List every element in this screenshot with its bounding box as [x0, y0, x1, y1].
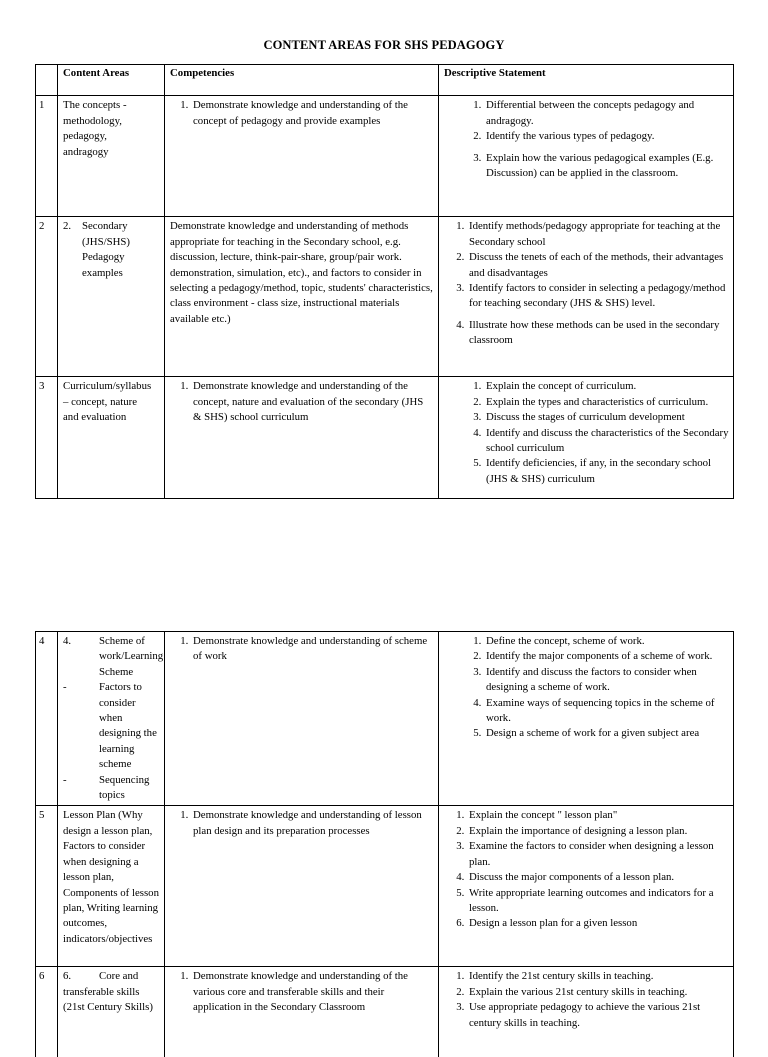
list-item: 2. Explain the various 21st century skills in teaching. [467, 985, 729, 1000]
list-item: 2. Identify the major components of a scheme of work. [484, 649, 729, 664]
list-item: 2. Explain the types and characteristics of curriculum. [484, 395, 729, 410]
table-row [36, 377, 734, 499]
table-row [36, 806, 734, 967]
descriptive-statement-cell [439, 967, 734, 1057]
competencies-cell [165, 967, 439, 1057]
descriptive-statement-cell [439, 217, 734, 377]
content-area-cell: 4. Scheme of work/Learning Scheme - Factors to consider when designing the learning scheme - Sequencing topics [58, 632, 165, 806]
content-areas-table-part-2 [35, 631, 734, 1057]
content-area-cell: Lesson Plan (Why design a lesson plan, Factors to consider when designing a lesson plan, Components of lesson plan, Writing learning outcomes, indicators/objectives [58, 806, 165, 967]
list-item: 4. Discuss the major components of a lesson plan. [467, 870, 729, 885]
list-item: 2. Discuss the tenets of each of the methods, their advantages and disadvantages [467, 250, 729, 281]
row-number: 2 [36, 217, 58, 377]
competencies-cell: Demonstrate knowledge and understanding of methods appropriate for teaching in the Secondary school, e.g. discussion, lecture, think-pair-share, group/pair work. demonstration, simulation, etc)., and factors to consider in selecting a pedagogy/method, topic, students' characteristics, class environment - class size, instructional materials available etc.) [165, 217, 439, 377]
header-descriptive-statement: Descriptive Statement [439, 65, 734, 96]
list-item: 3. Discuss the stages of curriculum development [484, 410, 729, 425]
list-item: 1. Define the concept, scheme of work. [484, 634, 729, 649]
list-item: 5. Identify deficiencies, if any, in the secondary school (JHS & SHS) curriculum [484, 456, 729, 487]
content-area-cell: Curriculum/syllabus – concept, nature and evaluation [58, 377, 165, 499]
list-item: 1. Demonstrate knowledge and understanding of the various core and transferable skills and their application in the Secondary Classroom [191, 969, 434, 1015]
document-title: CONTENT AREAS FOR SHS PEDAGOGY [263, 38, 505, 52]
descriptive-statement-cell [439, 806, 734, 967]
content-area-cell: 2. Secondary (JHS/SHS) Pedagogy examples [58, 217, 165, 377]
table-row [36, 632, 734, 806]
list-item: 1. Differential between the concepts pedagogy and andragogy. [484, 98, 729, 129]
header-content-areas: Content Areas [58, 65, 165, 96]
list-item: 4. Identify and discuss the characteristics of the Secondary school curriculum [484, 426, 729, 457]
list-item: 4. Examine ways of sequencing topics in the scheme of work. [484, 696, 729, 727]
row-number: 4 [36, 632, 58, 806]
content-area-cell: 6. Core and transferable skills (21st Century Skills) [58, 967, 165, 1057]
list-item: 1. Identify methods/pedagogy appropriate for teaching at the Secondary school [467, 219, 729, 250]
list-item: 1. Explain the concept of curriculum. [484, 379, 729, 394]
competencies-cell [165, 806, 439, 967]
list-item: 1. Demonstrate knowledge and understanding of lesson plan design and its preparation processes [191, 808, 434, 839]
list-item: 1. Explain the concept " lesson plan" [467, 808, 729, 823]
row-number: 6 [36, 967, 58, 1057]
list-item: 1. Demonstrate knowledge and understanding of the concept, nature and evaluation of the secondary (JHS & SHS) school curriculum [191, 379, 434, 425]
list-item: 3. Use appropriate pedagogy to achieve the various 21st century skills in teaching. [467, 1000, 729, 1031]
list-item: 3. Identify factors to consider in selecting a pedagogy/method for teaching secondary (JHS & SHS) level. [467, 281, 729, 312]
descriptive-statement-cell [439, 96, 734, 217]
list-item: 3. Identify and discuss the factors to consider when designing a scheme of work. [484, 665, 729, 696]
list-item: 1. Demonstrate knowledge and understanding of the concept of pedagogy and provide examples [191, 98, 434, 129]
competencies-cell [165, 377, 439, 499]
content-area-cell: The concepts - methodology, pedagogy, andragogy [58, 96, 165, 217]
descriptive-statement-cell [439, 377, 734, 499]
table-header-row [36, 65, 734, 96]
table-row [36, 217, 734, 377]
list-item: 2. Explain the importance of designing a lesson plan. [467, 824, 729, 839]
table-row [36, 967, 734, 1057]
list-item: 4. Illustrate how these methods can be used in the secondary classroom [467, 318, 729, 349]
header-competencies: Competencies [165, 65, 439, 96]
descriptive-statement-cell [439, 632, 734, 806]
row-number: 3 [36, 377, 58, 499]
list-item: 5. Design a scheme of work for a given subject area [484, 726, 729, 741]
row-number: 1 [36, 96, 58, 217]
table-row [36, 96, 734, 217]
list-item: 5. Write appropriate learning outcomes and indicators for a lesson. [467, 886, 729, 917]
row-number: 5 [36, 806, 58, 967]
competencies-cell [165, 96, 439, 217]
header-number [36, 65, 58, 96]
list-item: 2. Identify the various types of pedagogy. [484, 129, 729, 144]
list-item: 3. Examine the factors to consider when designing a lesson plan. [467, 839, 729, 870]
list-item: 1. Demonstrate knowledge and understanding of scheme of work [191, 634, 434, 665]
competencies-cell [165, 632, 439, 806]
list-item: 3. Explain how the various pedagogical examples (E.g. Discussion) can be applied in the classroom. [484, 151, 729, 182]
list-item: 6. Design a lesson plan for a given lesson [467, 916, 729, 931]
list-item: 1. Identify the 21st century skills in teaching. [467, 969, 729, 984]
content-areas-table-part-1 [35, 64, 734, 499]
